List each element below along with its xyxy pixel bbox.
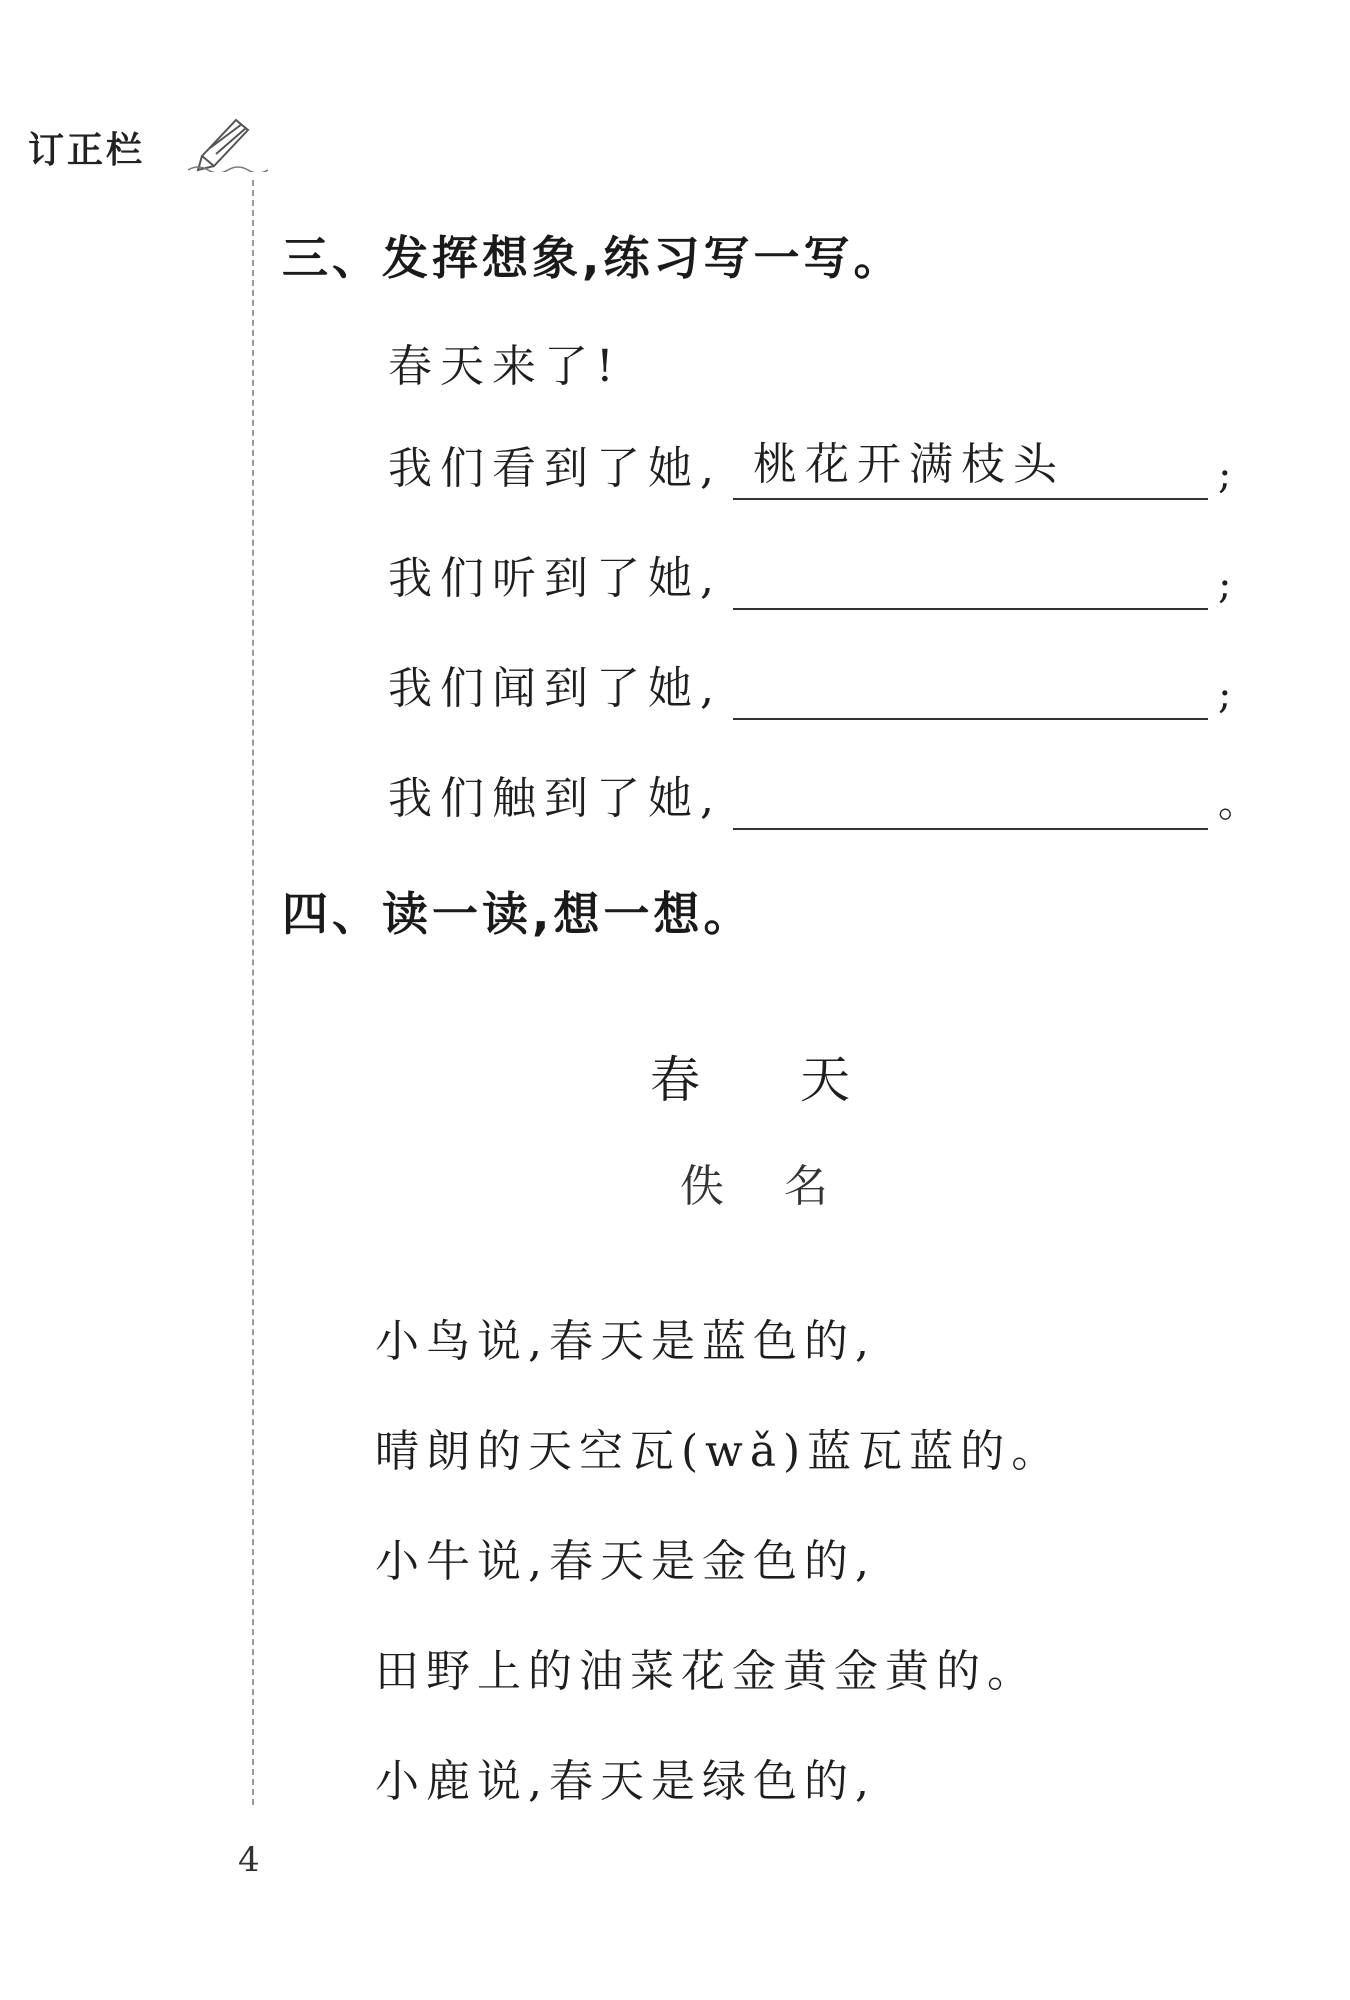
- poem-line: 小鹿说,春天是绿色的,: [375, 1756, 876, 1807]
- fill-in-prompt: 我们看到了她,: [388, 443, 722, 494]
- answer-blank[interactable]: [733, 552, 1208, 610]
- poem-line: 晴朗的天空瓦(wǎ)蓝瓦蓝的。: [375, 1426, 1063, 1477]
- correction-column-label: 订正栏: [28, 130, 146, 171]
- poem-line: 小牛说,春天是金色的,: [375, 1536, 876, 1587]
- page-number: 4: [238, 1840, 260, 1880]
- poem-author: 佚名: [680, 1161, 888, 1212]
- row-end-punctuation: ;: [1218, 562, 1232, 608]
- poem-line: 小鸟说,春天是蓝色的,: [375, 1316, 876, 1367]
- poem-title: 春天: [650, 1051, 950, 1109]
- fill-in-row: [388, 770, 1258, 830]
- answer-blank[interactable]: [733, 439, 1208, 500]
- correction-column-header: [28, 112, 268, 172]
- row-end-punctuation: 。: [1218, 780, 1258, 826]
- row-end-punctuation: ;: [1218, 452, 1232, 498]
- fill-in-prompt: 我们闻到了她,: [388, 663, 722, 714]
- answer-blank[interactable]: [733, 662, 1208, 720]
- poem-line: 田野上的油菜花金黄金黄的。: [375, 1646, 1038, 1697]
- fill-in-prompt: 我们听到了她,: [388, 553, 722, 604]
- fill-in-row: [388, 550, 1238, 610]
- section-4-heading: 四、读一读,想一想。: [282, 887, 754, 941]
- section-3-intro: 春天来了!: [388, 341, 622, 392]
- answer-blank[interactable]: [733, 772, 1208, 830]
- pencil-icon: [188, 112, 268, 172]
- fill-in-row: [388, 440, 1238, 500]
- row-end-punctuation: ;: [1218, 672, 1232, 718]
- fill-in-prompt: 我们触到了她,: [388, 773, 722, 824]
- answer-text: 桃花开满枝头: [753, 439, 1065, 490]
- section-3-heading: 三、发挥想象,练习写一写。: [282, 231, 904, 285]
- fill-in-row: [388, 660, 1238, 720]
- margin-divider: [252, 180, 254, 1805]
